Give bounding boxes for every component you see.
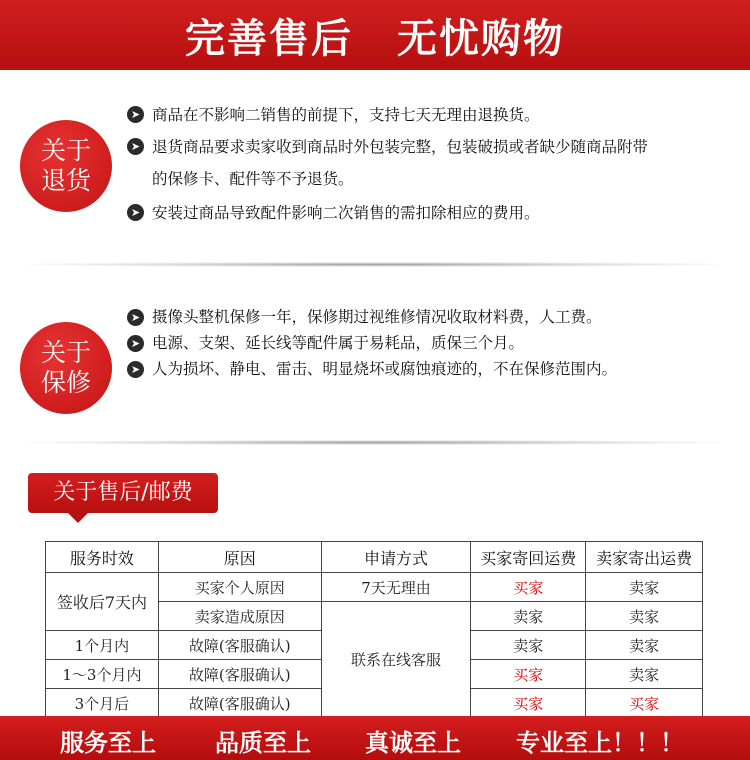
warranty-item-2: 电源、支架、延长线等配件属于易耗品，质保三个月。 (152, 334, 525, 352)
list-item (127, 99, 737, 131)
cell-seller-send: 卖家 (586, 631, 703, 660)
slogan-professional: 专业至上！！！ (516, 729, 684, 757)
arrow-bullet-icon: ➤ (127, 361, 144, 378)
returns-item-3: 安装过商品导致配件影响二次销售的需扣除相应的费用。 (152, 204, 540, 222)
cell-buyer-return: 卖家 (471, 631, 586, 660)
section-divider (30, 262, 720, 267)
service-table (45, 541, 703, 718)
banner-title-right: 无忧购物 (397, 15, 565, 62)
arrow-bullet-icon: ➤ (127, 204, 144, 221)
cell-reason: 故障(客服确认) (158, 631, 321, 660)
cell-seller-send: 卖家 (586, 573, 703, 602)
list-item (127, 197, 737, 229)
returns-item-1: 商品在不影响二销售的前提下，支持七天无理由退换货。 (152, 106, 540, 124)
slogan-quality: 品质至上 (215, 729, 311, 757)
cell-seller-send: 卖家 (586, 660, 703, 689)
warranty-list (127, 304, 737, 382)
cell-period: 1个月内 (46, 631, 159, 660)
cell-buyer-return: 买家 (471, 573, 586, 602)
warranty-badge-line1: 关于 (40, 338, 91, 367)
cell-period: 1～3个月内 (46, 660, 159, 689)
returns-list (127, 99, 737, 229)
returns-badge (20, 120, 112, 212)
warranty-badge (20, 322, 112, 414)
warranty-item-1: 摄像头整机保修一年，保修期过视维修情况收取材料费，人工费。 (152, 308, 602, 326)
cell-method: 7天无理由 (321, 573, 471, 602)
header-seller-send: 卖家寄出运费 (586, 542, 703, 573)
slogan-sincerity: 真诚至上 (365, 729, 461, 757)
slogan-service: 服务至上 (60, 729, 156, 757)
returns-badge-line1: 关于 (40, 136, 91, 165)
arrow-bullet-icon: ➤ (127, 309, 144, 326)
header-period: 服务时效 (46, 542, 159, 573)
cell-reason: 故障(客服确认) (158, 660, 321, 689)
cell-reason: 卖家造成原因 (158, 602, 321, 631)
bottom-banner (0, 716, 750, 760)
warranty-item-3: 人为损坏、静电、雷击、明显烧坏或腐蚀痕迹的，不在保修范围内。 (152, 360, 618, 378)
top-banner (0, 0, 750, 70)
cell-buyer-return: 卖家 (471, 602, 586, 631)
cell-period: 签收后7天内 (46, 573, 159, 631)
section-divider (30, 440, 720, 445)
returns-item-2-line2: 的保修卡、配件等不予退货。 (152, 170, 354, 188)
warranty-badge-line2: 保修 (40, 368, 91, 397)
returns-badge-line2: 退货 (40, 166, 91, 195)
list-item (127, 304, 737, 330)
arrow-bullet-icon: ➤ (127, 335, 144, 352)
cell-reason: 故障(客服确认) (158, 689, 321, 718)
arrow-bullet-icon: ➤ (127, 138, 144, 155)
cell-period: 3个月后 (46, 689, 159, 718)
banner-title-left: 完善售后 (185, 15, 353, 62)
header-method: 申请方式 (321, 542, 471, 573)
table-row (46, 573, 703, 602)
returns-item-2-line1: 退货商品要求卖家收到商品时外包装完整，包装破损或者缺少随商品附带 (152, 138, 649, 156)
cell-method: 联系在线客服 (321, 602, 471, 718)
cell-seller-send: 卖家 (586, 602, 703, 631)
cell-reason: 买家个人原因 (158, 573, 321, 602)
cell-seller-send: 买家 (586, 689, 703, 718)
arrow-bullet-icon: ➤ (127, 106, 144, 123)
list-item (127, 330, 737, 356)
cell-buyer-return: 买家 (471, 689, 586, 718)
postage-tag: 关于售后/邮费 (28, 473, 218, 513)
table-header-row (46, 542, 703, 573)
list-item (127, 131, 737, 195)
cell-buyer-return: 买家 (471, 660, 586, 689)
header-reason: 原因 (158, 542, 321, 573)
list-item (127, 356, 737, 382)
header-buyer-return: 买家寄回运费 (471, 542, 586, 573)
